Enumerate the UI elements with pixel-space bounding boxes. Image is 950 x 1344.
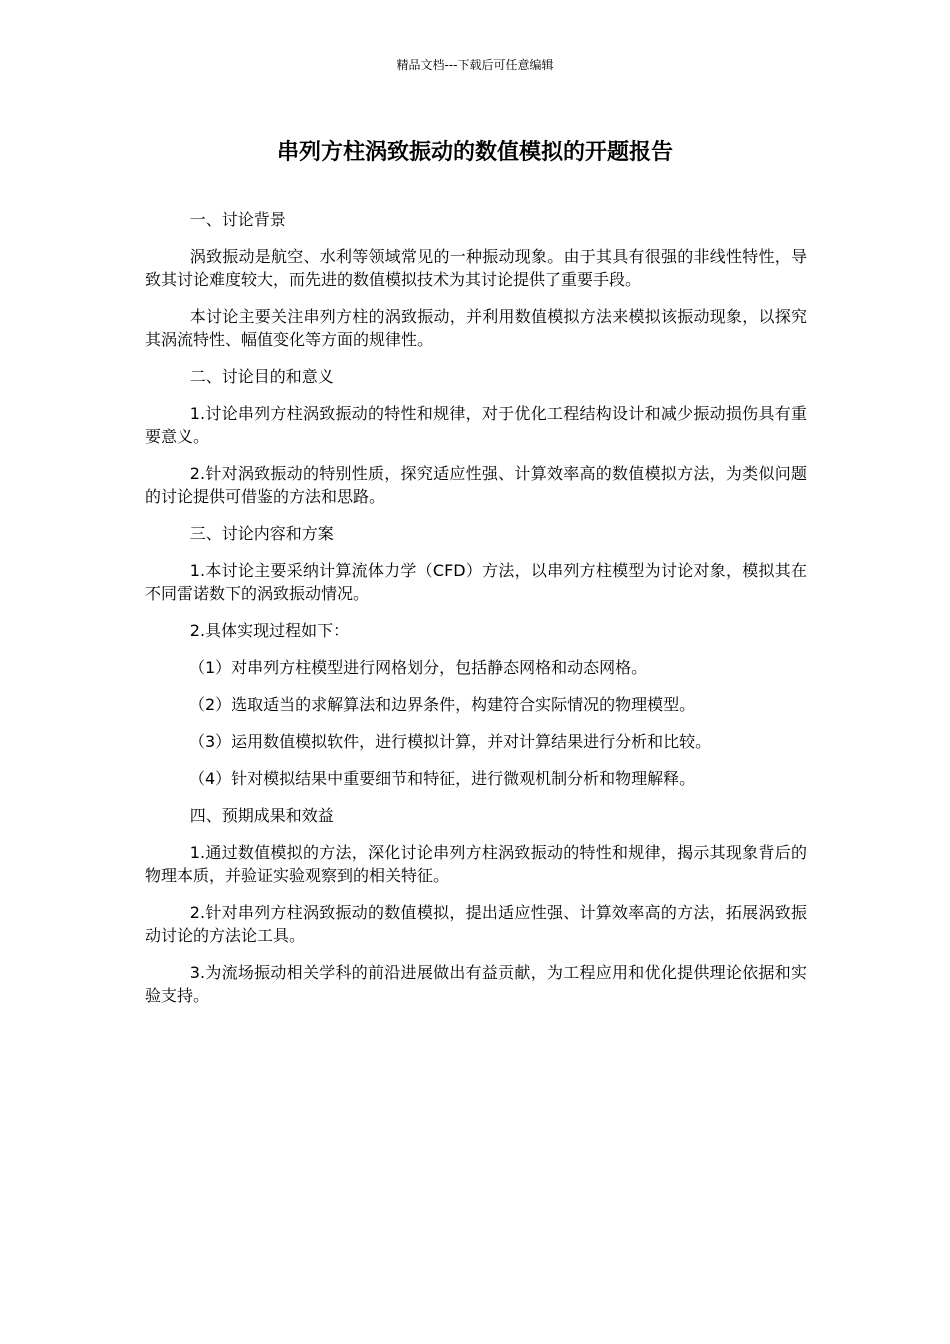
paragraph: 3.为流场振动相关学科的前沿进展做出有益贡献，为工程应用和优化提供理论依据和实验支持。 [145, 963, 807, 1005]
section-heading-background: 一、讨论背景 [189, 210, 286, 229]
paragraph: 本讨论主要关注串列方柱的涡致振动，并利用数值模拟方法来模拟该振动现象，以探究其涡流特性、幅值变化等方面的规律性。 [145, 307, 807, 349]
list-item: （1）对串列方柱模型进行网格划分，包括静态网格和动态网格。 [189, 658, 648, 677]
list-item: （2）选取适当的求解算法和边界条件，构建符合实际情况的物理模型。 [189, 695, 696, 714]
page-header: 精品文档---下载后可任意编辑 [396, 58, 554, 72]
paragraph: 2.针对串列方柱涡致振动的数值模拟，提出适应性强、计算效率高的方法，拓展涡致振动讨论的方法论工具。 [145, 903, 807, 945]
section-heading-purpose: 二、讨论目的和意义 [189, 367, 334, 386]
paragraph: 涡致振动是航空、水利等领域常见的一种振动现象。由于其具有很强的非线性特性，导致其讨论难度较大，而先进的数值模拟技术为其讨论提供了重要手段。 [145, 247, 807, 289]
list-item: （4）针对模拟结果中重要细节和特征，进行微观机制分析和物理解释。 [189, 769, 696, 788]
section-heading-outcomes: 四、预期成果和效益 [189, 806, 334, 825]
paragraph: 1.通过数值模拟的方法，深化讨论串列方柱涡致振动的特性和规律，揭示其现象背后的物理本质，并验证实验观察到的相关特征。 [145, 843, 807, 885]
list-item: （3）运用数值模拟软件，进行模拟计算，并对计算结果进行分析和比较。 [189, 732, 712, 751]
document-title: 串列方柱涡致振动的数值模拟的开题报告 [276, 140, 673, 165]
paragraph: 1.本讨论主要采纳计算流体力学（CFD）方法，以串列方柱模型为讨论对象，模拟其在不同雷诺数下的涡致振动情况。 [145, 561, 807, 603]
section-heading-content: 三、讨论内容和方案 [189, 524, 334, 543]
paragraph: 2.具体实现过程如下： [189, 621, 350, 640]
paragraph: 1.讨论串列方柱涡致振动的特性和规律，对于优化工程结构设计和减少振动损伤具有重要意义。 [145, 404, 807, 446]
document-body [145, 208, 807, 1007]
paragraph: 2.针对涡致振动的特别性质，探究适应性强、计算效率高的数值模拟方法，为类似问题的讨论提供可借鉴的方法和思路。 [145, 464, 807, 506]
